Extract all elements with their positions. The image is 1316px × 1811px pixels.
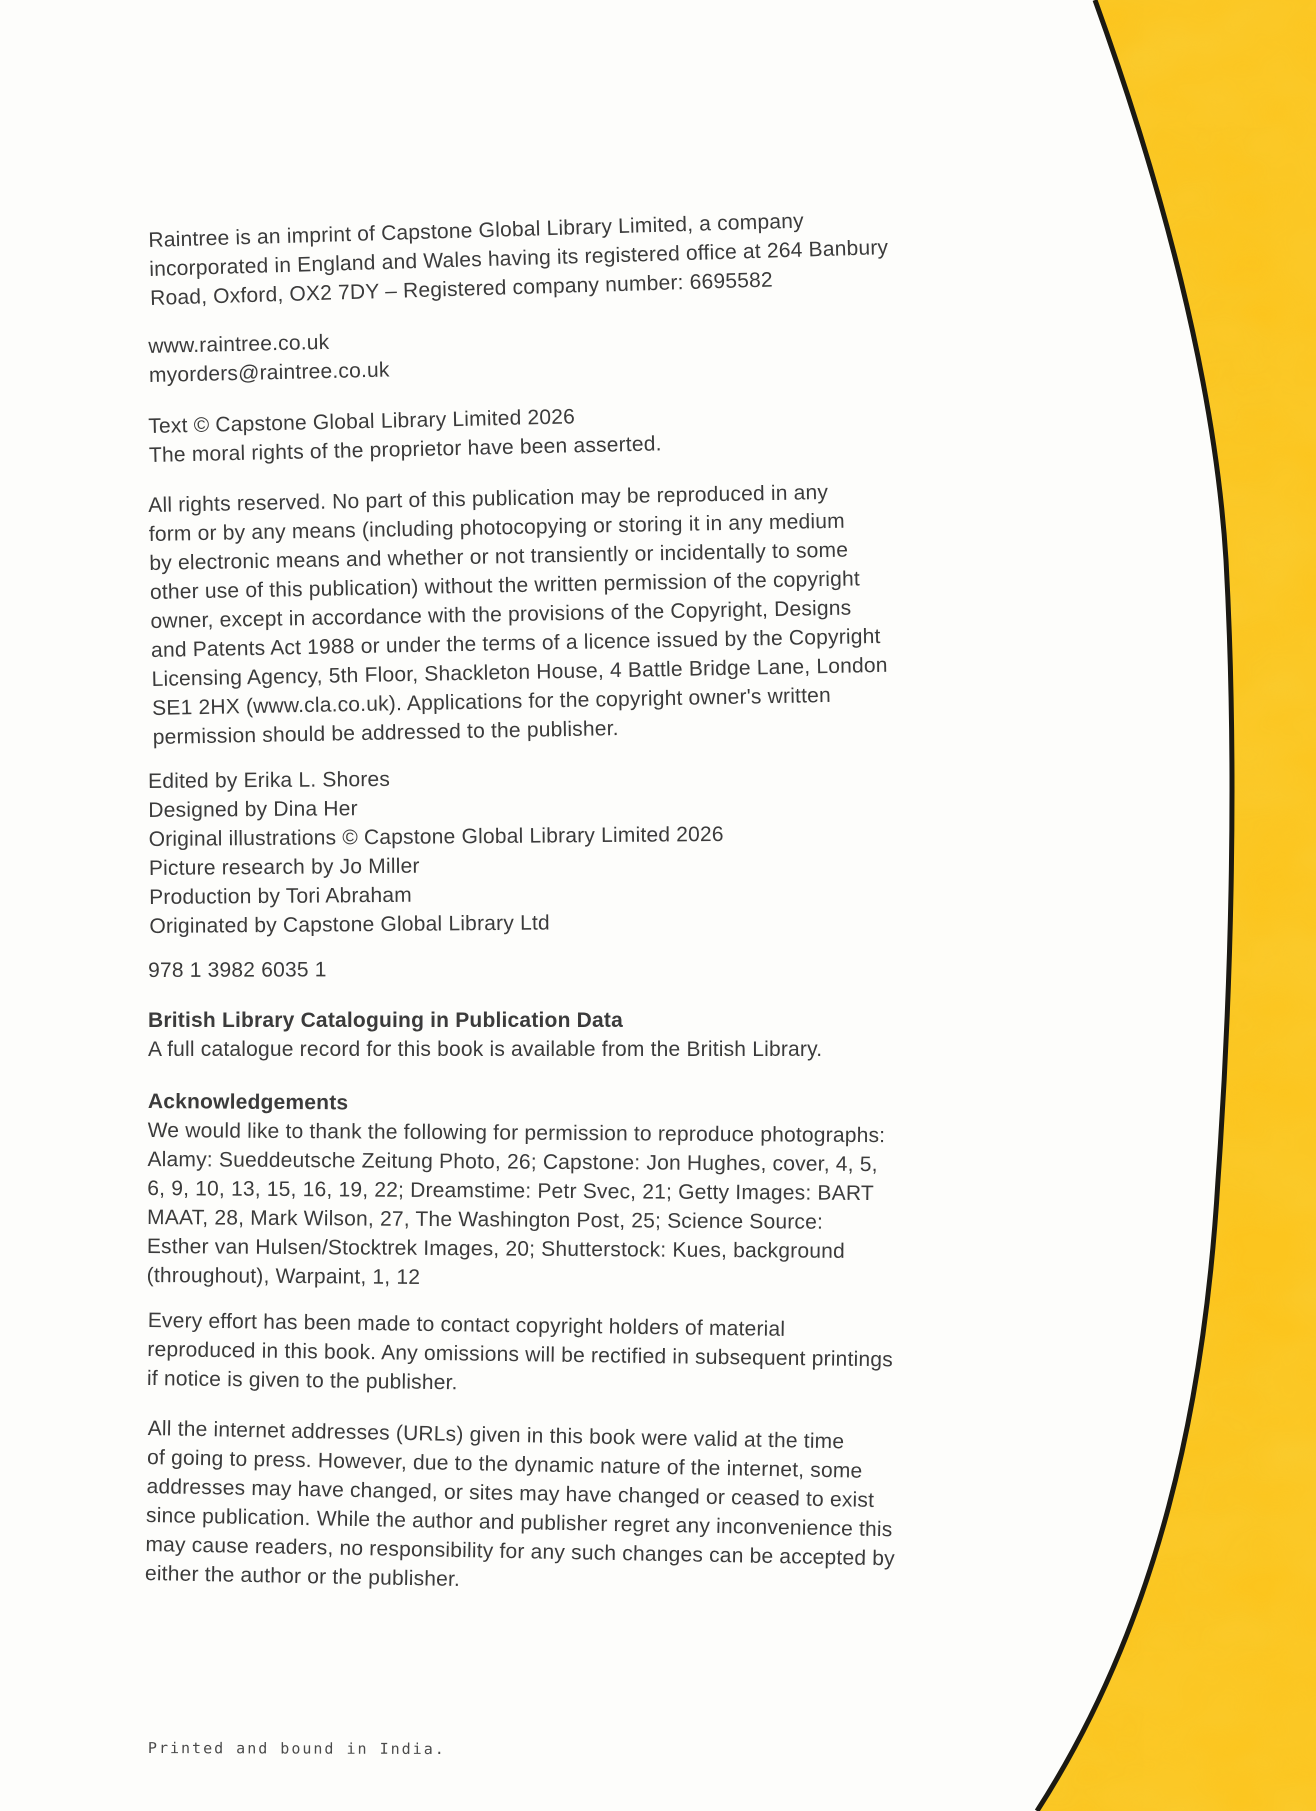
acknowledgements-block bbox=[147, 1087, 886, 1295]
contact-block bbox=[148, 327, 390, 390]
acknowledgements-text: We would like to thank the following for permission to reproduce photographs: Alamy: Sueddeutsche Zeitung Photo, 26; Capstone: Jon Hughes, cover, 4, 5, 6, 9, 10, 13, 15, 16, 19, 22; Dreamstime: Petr Svec, 21; Getty Images: BART MAAT, 28, Mark Wilson, 27, The Washington Post, 25; Science Source: Esther van Hulsen/Stocktrek Images, 20; Shutterstock: Kues, background (throughout), Warpaint, 1, 12 bbox=[146, 1118, 886, 1289]
omissions-paragraph: Every effort has been made to contact copyright holders of material reproduced in this book. Any omissions will be rectified in subsequent printings if notice is given to the publisher. bbox=[146, 1308, 894, 1395]
printed-in-line: Printed and bound in India. bbox=[147, 1739, 446, 1759]
credits-list: Edited by Erika L. Shores Designed by Dina Her Original illustrations © Capstone Global Library Limited 2026 Picture research by Jo Miller Production by Tori Abraham Originated by Capstone Global Library Ltd bbox=[148, 767, 724, 938]
british-library-text: A full catalogue record for this book is available from the British Library. bbox=[148, 1038, 823, 1061]
isbn-number: 978 1 3982 6035 1 bbox=[148, 958, 327, 982]
imprint-paragraph: Raintree is an imprint of Capstone Global Library Limited, a company incorporated in England and Wales having its registered office at 264 Banbury Road, Oxford, OX2 7DY – Registered company number: 6695582 bbox=[148, 209, 889, 310]
rights-paragraph: All rights reserved. No part of this publication may be reproduced in any form or by any means (including photocopying or storing it in any medium by electronic means and whether or not transiently or incidentally to some other use of this publication) without the written permission of the copyright owner, except in accordance with the provisions of the Copyright, Designs and Patents Act 1988 or under the terms of a licence issued by the Copyright Licensing Agency, 5th Floor, Shackleton House, 4 Battle Bridge Lane, London SE1 2HX (www.cla.co.uk). Applications for the copyright owner's written permission should be addressed to the publisher. bbox=[148, 480, 888, 749]
british-library-block bbox=[148, 1006, 822, 1064]
website-url: www.raintree.co.uk bbox=[148, 330, 330, 358]
british-library-heading: British Library Cataloguing in Publication Data bbox=[148, 1009, 623, 1032]
orders-email: myorders@raintree.co.uk bbox=[148, 358, 390, 387]
copyright-notice: Text © Capstone Global Library Limited 2026 The moral rights of the proprietor have been asserted. bbox=[148, 405, 662, 467]
internet-disclaimer-paragraph: All the internet addresses (URLs) given in this book were valid at the time of going to press. However, due to the dynamic nature of the internet, some addresses may have changed, or sites may have changed or ceased to exist since publication. While the author and publisher regret any inconvenience this may cause readers, no responsibility for any such changes can be accepted by either the author or the publisher. bbox=[144, 1416, 896, 1592]
acknowledgements-heading: Acknowledgements bbox=[147, 1089, 349, 1115]
